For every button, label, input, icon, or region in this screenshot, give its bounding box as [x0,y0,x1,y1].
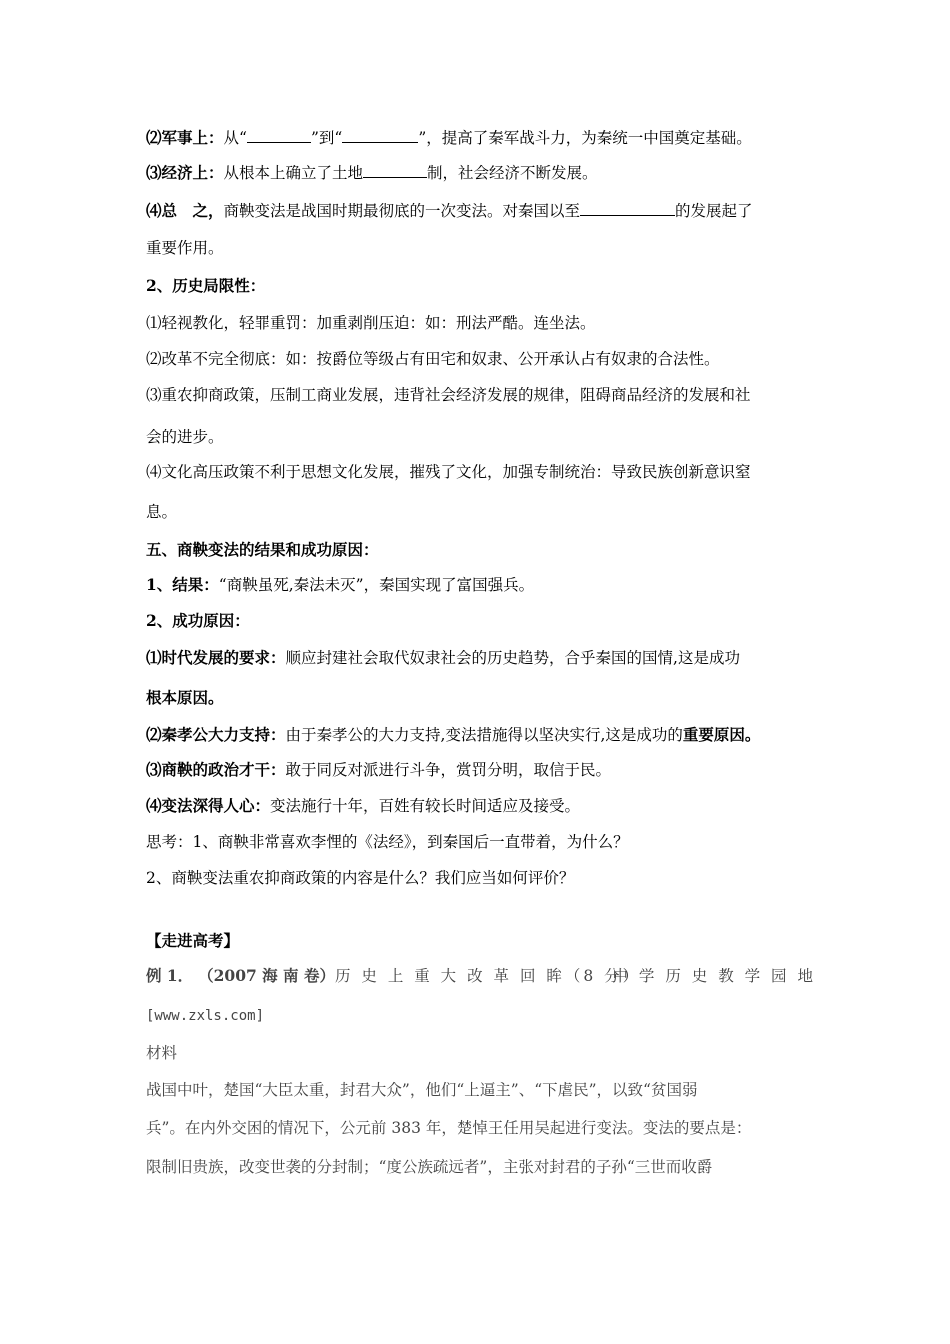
example-source: （2007 海 南 卷） [198,966,335,985]
economic-text-b: 制，社会经济不断发展。 [427,164,598,182]
military-line [146,127,816,148]
summary-line [146,200,816,221]
blank-3[interactable] [363,162,427,178]
military-label: ⑵军事上： [146,128,224,147]
reason-4-text: 变法施行十年，百姓有较长时间适应及接受。 [270,797,581,815]
limitation-4b: 息。 [146,503,178,521]
result-line [146,575,816,595]
blank-1[interactable] [247,127,311,143]
site-name: 中 学 历 史 教 学 园 地 [612,967,816,985]
reason-3 [146,760,816,780]
result-text: “商鞅虽死,秦法未灭”，秦国实现了富国强兵。 [218,576,535,594]
military-text-b: ”到“ [310,129,343,147]
military-text-c: ”，提高了秦军战斗力，为秦统一中国奠定基础。 [418,129,752,147]
limitation-4a: ⑷文化高压政策不利于思想文化发展，摧残了文化，加强专制统治：导致民族创新意识窒 [146,463,751,481]
summary-label: ⑷总 之， [146,201,224,220]
blank-4[interactable] [580,200,675,216]
reason-1 [146,648,816,668]
limitations-heading: 2、历史局限性： [146,276,266,295]
reason-4 [146,796,816,816]
material-paragraph-2: 兵”。在内外交困的情况下，公元前 383 年，楚悼王任用吴起进行变法。变法的要点是： [146,1119,752,1137]
result-label: 1、结果： [146,575,219,594]
example-text: 历 史 上 重 大 改 革 回 眸（8 分） [334,967,642,985]
material-paragraph-1: 战国中叶，楚国“大臣太重，封君大众”，他们“上逼主”、“下虐民”，以致“贫国弱 [146,1081,698,1099]
reason-4-label: ⑷变法深得人心： [146,796,271,815]
economic-line [146,162,816,183]
economic-label: ⑶经济上： [146,163,224,182]
reason-2 [146,725,816,745]
exam-heading: 【走进高考】 [146,931,240,950]
reason-3-text: 敢于同反对派进行斗争，赏罚分明，取信于民。 [285,761,612,779]
section-five-heading: 五、商鞅变法的结果和成功原因： [146,540,379,559]
reason-1-end: 根本原因。 [146,688,224,707]
reason-1-text: 顺应封建社会取代奴隶社会的历史趋势，合乎秦国的国情,这是成功 [285,649,740,667]
material-paragraph-3: 限制旧贵族，改变世袭的分封制；“度公族疏远者”，主张对封君的子孙“三世而收爵 [146,1158,713,1176]
reason-3-label: ⑶商鞅的政治才干： [146,760,286,779]
limitation-1: ⑴轻视教化，轻罪重罚：加重剥削压迫：如：刑法严酷。连坐法。 [146,314,596,332]
reason-1-label: ⑴时代发展的要求： [146,648,286,667]
think-question-2: 2、商鞅变法重农抑商政策的内容是什么？我们应当如何评价？ [146,869,575,887]
summary-line-2: 重要作用。 [146,239,224,257]
reason-2-label: ⑵秦孝公大力支持： [146,725,286,744]
example-line [146,966,816,986]
limitation-3b: 会的进步。 [146,428,224,446]
blank-2[interactable] [342,127,418,143]
summary-text-a: 商鞅变法是战国时期最彻底的一次变法。对秦国以至 [223,202,581,220]
reason-2-end: 重要原因。 [682,725,761,744]
material-label: 材料 [146,1044,178,1062]
economic-text-a: 从根本上确立了土地 [223,164,364,182]
think-question-1: 思考：1、商鞅非常喜欢李悝的《法经》，到秦国后一直带着，为什么？ [146,833,629,851]
example-label: 例 1． [146,966,194,985]
summary-text-b: 的发展起了 [675,202,753,220]
success-reasons-heading: 2、成功原因： [146,611,250,630]
limitation-2: ⑵改革不完全彻底：如：按爵位等级占有田宅和奴隶、公开承认占有奴隶的合法性。 [146,350,720,368]
site-url: [www.zxls.com] [146,1008,265,1024]
limitation-3a: ⑶重农抑商政策，压制工商业发展，违背社会经济发展的规律，阻碍商品经济的发展和社 [146,386,751,404]
military-text-a: 从“ [223,129,247,147]
reason-2-text: 由于秦孝公的大力支持,变法措施得以坚决实行,这是成功的 [285,726,683,744]
